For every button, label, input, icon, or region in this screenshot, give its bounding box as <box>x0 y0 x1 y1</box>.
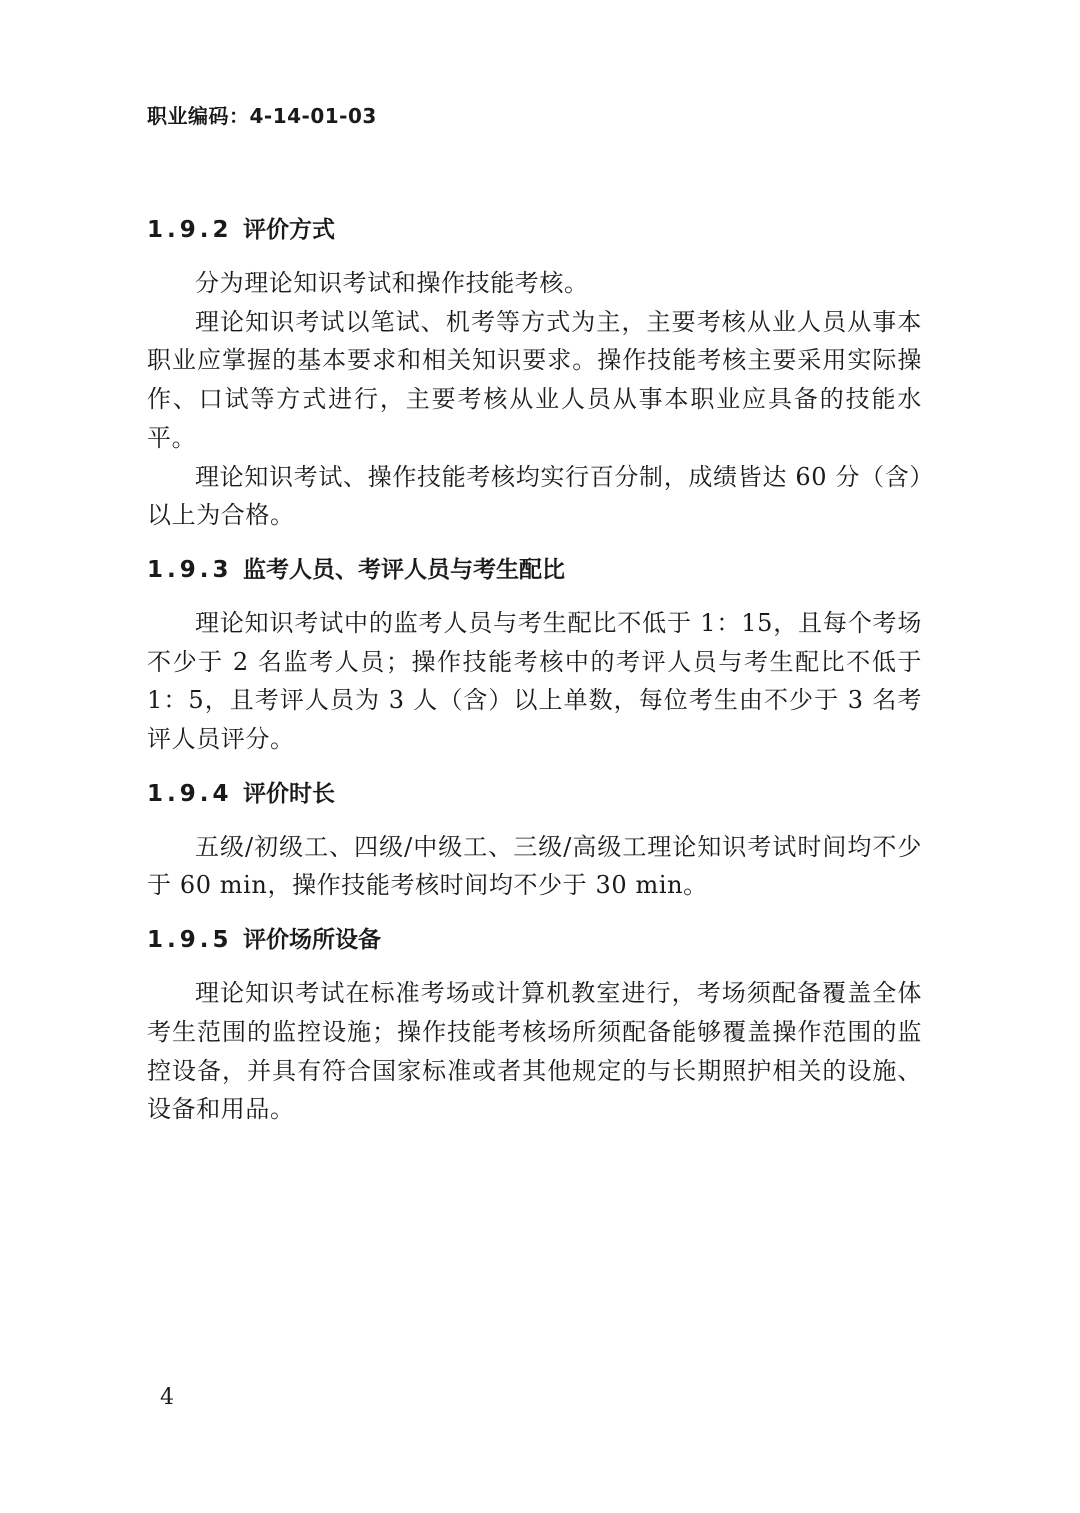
occupation-code-header: 职业编码：4-14-01-03 <box>147 104 377 128</box>
section-title: 评价方式 <box>243 217 335 243</box>
section-evaluation-method <box>147 208 922 535</box>
section-title: 评价场所设备 <box>243 927 381 954</box>
paragraph: 理论知识考试中的监考人员与考生配比不低于 1：15，且每个考场不少于 2 名监考人员；操作技能考核中的考评人员与考生配比不低于 1：5，且考评人员为 3 人（含）以上单数，每位考生由不少于 3 名考评人员评分。 <box>147 608 922 754</box>
section-number: 1.9.3 <box>147 556 233 583</box>
page-number: 4 <box>160 1385 174 1410</box>
paragraph: 分为理论知识考试和操作技能考核。 <box>195 269 589 297</box>
section-evaluation-duration <box>147 772 922 905</box>
section-heading <box>147 208 922 252</box>
section-title: 监考人员、考评人员与考生配比 <box>243 556 565 583</box>
section-evaluation-venue <box>147 918 922 1129</box>
section-title: 评价时长 <box>243 780 335 807</box>
document-body <box>147 208 922 1142</box>
section-number: 1.9.5 <box>147 927 233 954</box>
paragraph: 五级/初级工、四级/中级工、三级/高级工理论知识考试时间均不少于 60 min，操作技能考核时间均不少于 30 min。 <box>147 832 922 900</box>
section-heading <box>147 548 922 592</box>
paragraph: 理论知识考试、操作技能考核均实行百分制，成绩皆达 60 分（含）以上为合格。 <box>147 462 922 530</box>
section-staff-ratio <box>147 548 922 759</box>
paragraph: 理论知识考试以笔试、机考等方式为主，主要考核从业人员从事本职业应掌握的基本要求和相关知识要求。操作技能考核主要采用实际操作、口试等方式进行，主要考核从业人员从事本职业应具备的技能水平。 <box>147 307 922 452</box>
section-number: 1.9.2 <box>147 217 233 243</box>
paragraph: 理论知识考试在标准考场或计算机教室进行，考场须配备覆盖全体考生范围的监控设施；操作技能考核场所须配备能够覆盖操作范围的监控设备，并具有符合国家标准或者其他规定的与长期照护相关的设施、设备和用品。 <box>147 979 922 1124</box>
section-heading <box>147 772 922 816</box>
section-number: 1.9.4 <box>147 780 233 807</box>
section-heading <box>147 918 922 962</box>
